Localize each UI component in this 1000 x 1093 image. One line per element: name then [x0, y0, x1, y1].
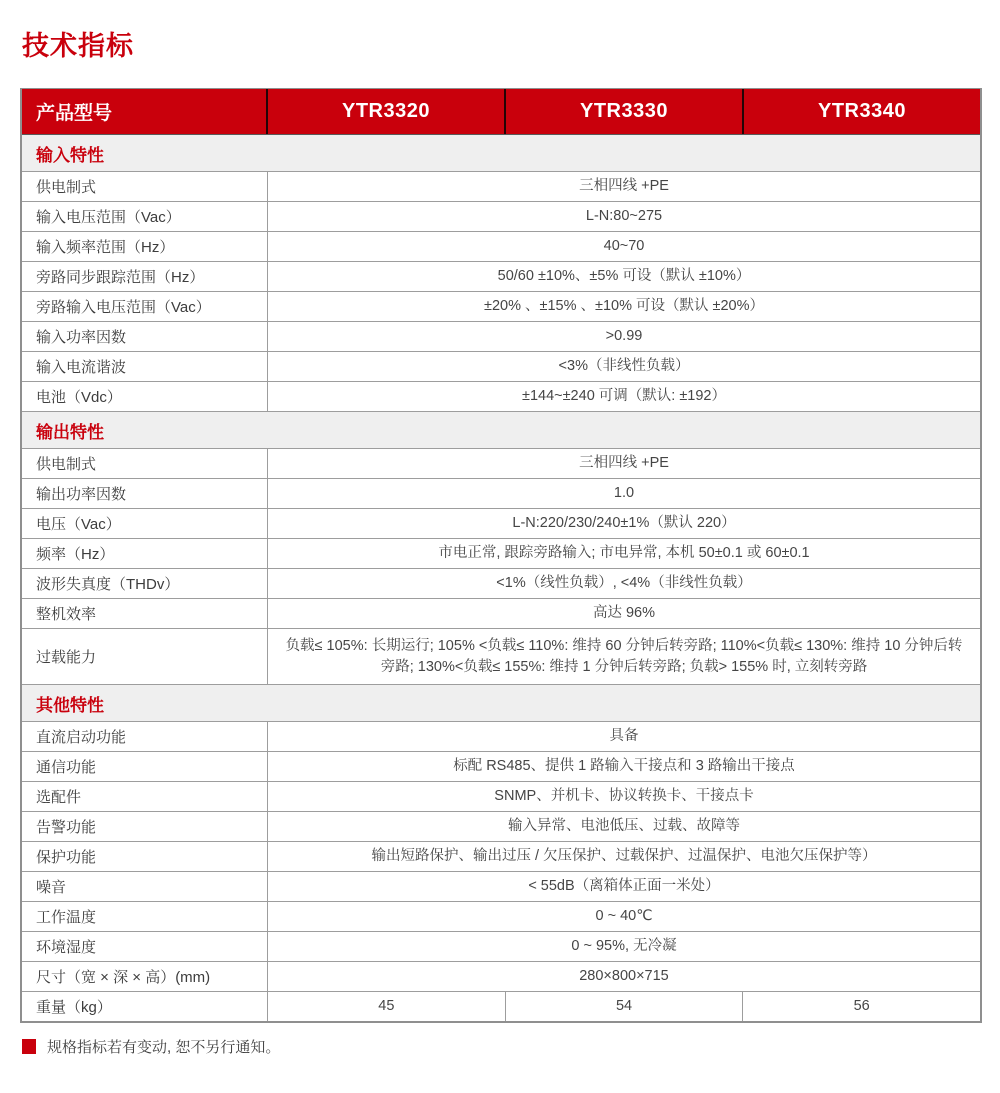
spec-row — [22, 171, 980, 201]
spec-row-weight — [22, 991, 980, 1021]
spec-row — [22, 721, 980, 751]
section-header-other — [22, 684, 980, 721]
spec-row — [22, 598, 980, 628]
spec-value: 输入异常、电池低压、过载、故障等 — [508, 818, 740, 835]
spec-label: 电压（Vac） — [22, 509, 268, 538]
spec-row — [22, 448, 980, 478]
section-title: 其他特性 — [36, 695, 104, 715]
spec-row — [22, 201, 980, 231]
spec-value: <1%（线性负载）, <4%（非线性负载） — [496, 575, 752, 592]
spec-value: 具备 — [609, 728, 639, 745]
spec-row-overload — [22, 628, 980, 684]
weight-value-ytr3340: 56 — [853, 998, 870, 1015]
spec-value: 三相四线 +PE — [579, 178, 669, 195]
table-header-row — [22, 89, 980, 134]
spec-label: 噪音 — [22, 872, 268, 901]
spec-value: < 55dB（离箱体正面一米处） — [528, 878, 720, 895]
spec-value: 标配 RS485、提供 1 路输入干接点和 3 路输出干接点 — [453, 758, 795, 775]
spec-value: 1.0 — [613, 485, 635, 502]
spec-row — [22, 901, 980, 931]
spec-label: 旁路输入电压范围（Vac） — [22, 292, 268, 321]
spec-label: 供电制式 — [22, 172, 268, 201]
spec-label: 环境湿度 — [22, 932, 268, 961]
spec-value: SNMP、并机卡、协议转换卡、干接点卡 — [494, 788, 754, 805]
spec-row — [22, 568, 980, 598]
spec-label: 过载能力 — [22, 629, 268, 684]
weight-value-ytr3330: 54 — [506, 992, 744, 1021]
spec-row — [22, 381, 980, 411]
spec-label: 选配件 — [22, 782, 268, 811]
spec-row — [22, 231, 980, 261]
spec-label: 通信功能 — [22, 752, 268, 781]
spec-value: <3%（非线性负载） — [558, 358, 690, 375]
spec-value: >0.99 — [605, 328, 643, 345]
spec-value: 市电正常, 跟踪旁路输入; 市电异常, 本机 50±0.1 或 60±0.1 — [438, 545, 810, 562]
header-model-ytr3320: YTR3320 — [268, 89, 506, 134]
header-model-ytr3330: YTR3330 — [506, 89, 744, 134]
spec-row — [22, 811, 980, 841]
spec-value: ±144~±240 可调（默认: ±192） — [521, 388, 726, 405]
spec-value: 输出短路保护、输出过压 / 欠压保护、过载保护、过温保护、电池欠压保护等） — [371, 848, 877, 865]
spec-row — [22, 841, 980, 871]
spec-label: 波形失真度（THDv） — [22, 569, 268, 598]
spec-value: L-N:80~275 — [585, 208, 663, 225]
bullet-square-icon — [22, 1039, 36, 1054]
spec-row — [22, 291, 980, 321]
spec-row — [22, 931, 980, 961]
spec-value: 负载≤ 105%: 长期运行; 105% <负载≤ 110%: 维持 60 分钟后转旁路; 110%<负载≤ 130%: 维持 10 分钟后转旁路; 130%<负载≤ 155%: 维持 1 分钟后转旁路; 负载> 155% 时, 立刻转旁路 — [285, 638, 963, 675]
spec-label: 保护功能 — [22, 842, 268, 871]
spec-label: 重量（kg） — [22, 992, 268, 1021]
spec-value: 40~70 — [603, 238, 645, 255]
spec-value: 0 ~ 95%, 无冷凝 — [571, 938, 677, 955]
spec-label: 电池（Vdc） — [22, 382, 268, 411]
spec-row — [22, 961, 980, 991]
spec-label: 输入电流谐波 — [22, 352, 268, 381]
spec-label: 输出功率因数 — [22, 479, 268, 508]
header-product-model-label: 产品型号 — [22, 89, 268, 134]
spec-row — [22, 321, 980, 351]
page-title: 技术指标 — [22, 31, 134, 61]
weight-value-ytr3320: 45 — [268, 992, 506, 1021]
spec-value: ±20% 、±15% 、±10% 可设（默认 ±20%） — [483, 298, 765, 315]
footnote — [22, 1036, 280, 1057]
spec-label: 告警功能 — [22, 812, 268, 841]
spec-value: L-N:220/230/240±1%（默认 220） — [512, 515, 736, 532]
spec-label: 直流启动功能 — [22, 722, 268, 751]
spec-row — [22, 751, 980, 781]
section-header-output — [22, 411, 980, 448]
section-title: 输出特性 — [36, 422, 104, 442]
footnote-text: 规格指标若有变动, 恕不另行通知。 — [47, 1039, 281, 1056]
spec-label: 输入电压范围（Vac） — [22, 202, 268, 231]
spec-label: 工作温度 — [22, 902, 268, 931]
spec-row — [22, 261, 980, 291]
spec-row — [22, 508, 980, 538]
spec-label: 旁路同步跟踪范围（Hz） — [22, 262, 268, 291]
spec-value: 高达 96% — [592, 605, 656, 622]
spec-label: 供电制式 — [22, 449, 268, 478]
spec-row — [22, 478, 980, 508]
spec-row — [22, 351, 980, 381]
spec-row — [22, 871, 980, 901]
header-model-ytr3340: YTR3340 — [818, 100, 906, 122]
spec-row — [22, 538, 980, 568]
spec-value: 0 ~ 40℃ — [595, 908, 653, 925]
spec-label: 输入频率范围（Hz） — [22, 232, 268, 261]
spec-value: 280×800×715 — [579, 968, 669, 985]
spec-label: 尺寸（宽 × 深 × 高）(mm) — [22, 962, 268, 991]
spec-row — [22, 781, 980, 811]
spec-label: 整机效率 — [22, 599, 268, 628]
spec-value: 50/60 ±10%、±5% 可设（默认 ±10%） — [497, 268, 751, 285]
spec-label: 频率（Hz） — [22, 539, 268, 568]
section-header-input — [22, 134, 980, 171]
section-title: 输入特性 — [36, 145, 104, 165]
spec-label: 输入功率因数 — [22, 322, 268, 351]
spec-value: 三相四线 +PE — [579, 455, 669, 472]
spec-table — [20, 88, 982, 1023]
